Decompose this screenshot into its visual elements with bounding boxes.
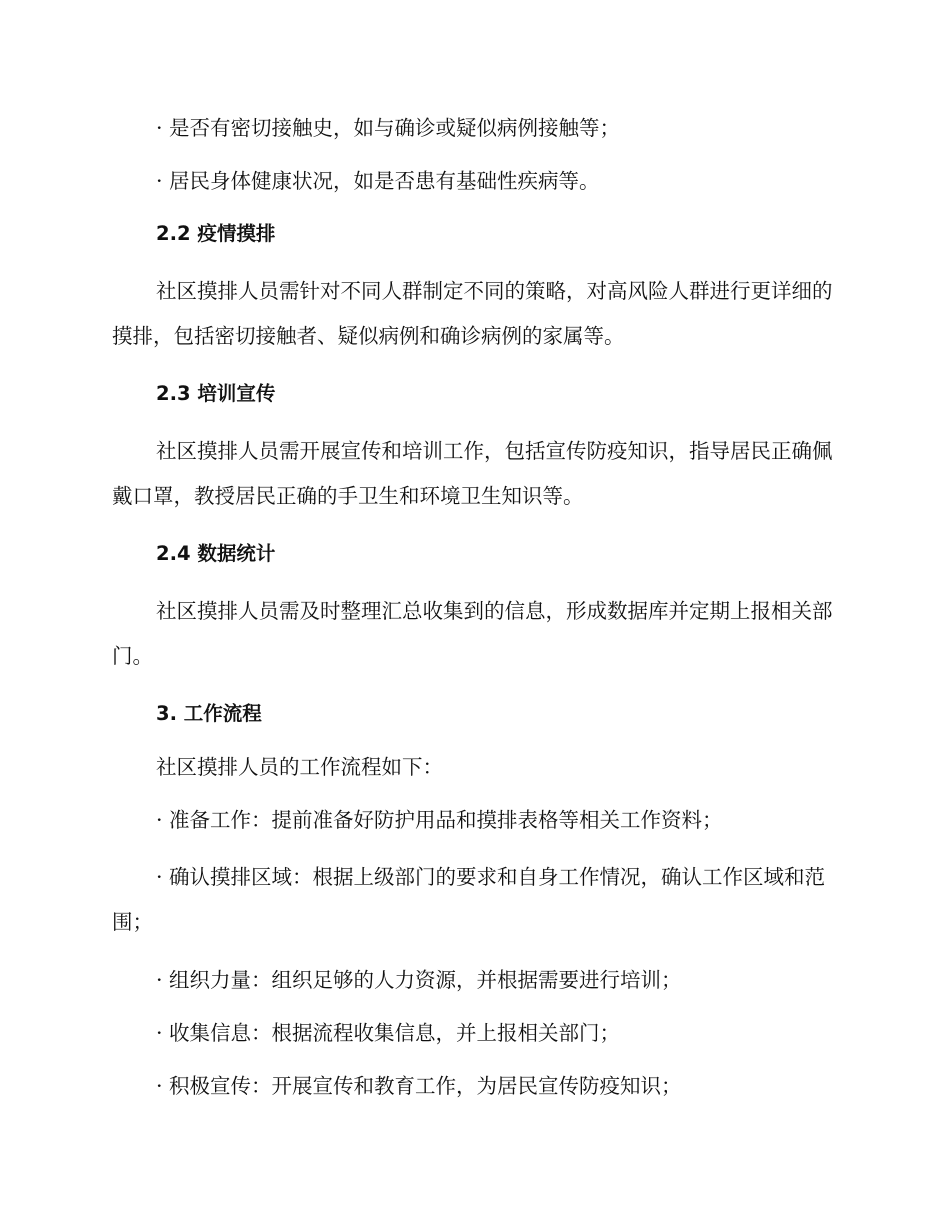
section-heading-3: 3. 工作流程 <box>156 702 262 725</box>
section-heading-2-2: 2.2 疫情摸排 <box>156 222 276 245</box>
paragraph-workflow-intro: 社区摸排人员的工作流程如下： <box>156 755 443 779</box>
bullet-organize-force: · 组织力量：组织足够的人力资源，并根据需要进行培训； <box>156 968 682 992</box>
bullet-preparation: · 准备工作：提前准备好防护用品和摸排表格等相关工作资料； <box>156 808 723 832</box>
document-page <box>112 110 836 1121</box>
bullet-confirm-area: · 确认摸排区域：根据上级部门的要求和自身工作情况，确认工作区域和范围； <box>112 865 826 934</box>
section-heading-2-4: 2.4 数据统计 <box>156 542 276 565</box>
bullet-collect-info: · 收集信息：根据流程收集信息，并上报相关部门； <box>156 1021 621 1045</box>
bullet-active-publicity: · 积极宣传：开展宣传和教育工作，为居民宣传防疫知识； <box>156 1074 682 1098</box>
bullet-contact-history: · 是否有密切接触史，如与确诊或疑似病例接触等； <box>156 116 621 140</box>
paragraph-training-publicity: 社区摸排人员需开展宣传和培训工作，包括宣传防疫知识，指导居民正确佩戴口罩，教授居民正确的手卫生和环境卫生知识等。 <box>112 439 833 508</box>
paragraph-data-statistics: 社区摸排人员需及时整理汇总收集到的信息，形成数据库并定期上报相关部门。 <box>112 599 833 668</box>
paragraph-epidemic-screening: 社区摸排人员需针对不同人群制定不同的策略，对高风险人群进行更详细的摸排，包括密切接触者、疑似病例和确诊病例的家属等。 <box>112 279 833 348</box>
section-heading-2-3: 2.3 培训宣传 <box>156 382 276 405</box>
bullet-health-status: · 居民身体健康状况，如是否患有基础性疾病等。 <box>156 169 600 193</box>
